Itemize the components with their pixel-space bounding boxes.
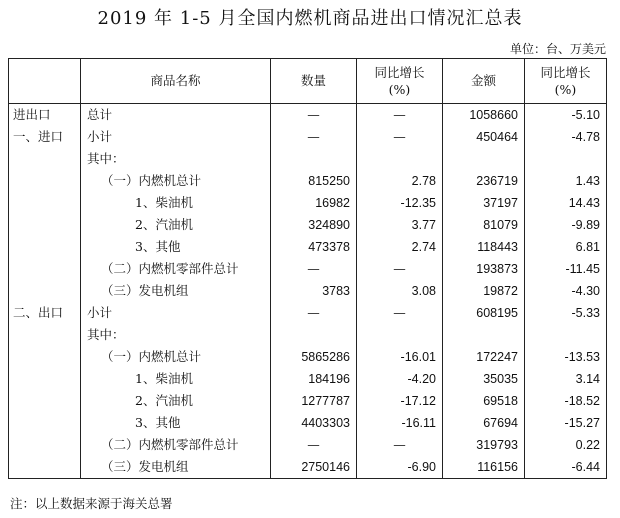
row-qty: —	[271, 104, 357, 127]
row-amount: 608195	[443, 302, 525, 324]
engine-trade-table	[8, 58, 607, 479]
row-qty: —	[271, 126, 357, 148]
table-row	[9, 104, 607, 127]
row-qty-yoy: -17.12	[357, 390, 443, 412]
row-category: 一、进口	[9, 126, 81, 148]
header-category	[9, 59, 81, 104]
row-name: （二）内燃机零部件总计	[81, 258, 271, 280]
row-name: 其中：	[81, 324, 271, 346]
row-amt-yoy: -13.53	[525, 346, 607, 368]
row-qty: 815250	[271, 170, 357, 192]
row-name: 1、柴油机	[81, 192, 271, 214]
row-category	[9, 214, 81, 236]
row-amt-yoy: -5.33	[525, 302, 607, 324]
row-category	[9, 236, 81, 258]
row-amt-yoy: -11.45	[525, 258, 607, 280]
row-qty-yoy: -4.20	[357, 368, 443, 390]
row-amt-yoy: 6.81	[525, 236, 607, 258]
row-category	[9, 346, 81, 368]
row-amount: 69518	[443, 390, 525, 412]
row-amount: 236719	[443, 170, 525, 192]
source-note: 注：以上数据来源于海关总署	[10, 496, 173, 511]
row-category	[9, 280, 81, 302]
row-category	[9, 434, 81, 456]
header-qty-yoy-line1: 同比增长	[374, 65, 425, 80]
row-amt-yoy: 1.43	[525, 170, 607, 192]
row-qty: 3783	[271, 280, 357, 302]
row-qty-yoy: —	[357, 104, 443, 127]
table-row	[9, 368, 607, 390]
table-row	[9, 236, 607, 258]
row-qty-yoy	[357, 148, 443, 170]
table-row	[9, 126, 607, 148]
row-amt-yoy: -6.44	[525, 456, 607, 479]
table-row	[9, 434, 607, 456]
row-qty: 5865286	[271, 346, 357, 368]
row-qty-yoy: 3.08	[357, 280, 443, 302]
row-amount: 35035	[443, 368, 525, 390]
row-name: （三）发电机组	[81, 280, 271, 302]
header-amt-yoy-line1: 同比增长	[540, 65, 591, 80]
row-amount: 116156	[443, 456, 525, 479]
row-category: 二、出口	[9, 302, 81, 324]
row-category	[9, 390, 81, 412]
row-qty-yoy: -12.35	[357, 192, 443, 214]
row-qty	[271, 148, 357, 170]
row-category: 进出口	[9, 104, 81, 127]
row-name: 1、柴油机	[81, 368, 271, 390]
table-row	[9, 412, 607, 434]
row-amt-yoy: 3.14	[525, 368, 607, 390]
row-name: 2、汽油机	[81, 214, 271, 236]
row-amount	[443, 148, 525, 170]
row-category	[9, 192, 81, 214]
row-qty-yoy: 3.77	[357, 214, 443, 236]
table-row	[9, 390, 607, 412]
page-title: 2019 年 1-5 月全国内燃机商品进出口情况汇总表	[97, 8, 523, 29]
row-amount: 67694	[443, 412, 525, 434]
header-qty: 数量	[271, 59, 357, 104]
row-qty-yoy: —	[357, 126, 443, 148]
table-row	[9, 170, 607, 192]
table-row	[9, 148, 607, 170]
row-qty: 4403303	[271, 412, 357, 434]
row-name: （三）发电机组	[81, 456, 271, 479]
row-amt-yoy: 0.22	[525, 434, 607, 456]
row-qty: 1277787	[271, 390, 357, 412]
row-qty-yoy: -6.90	[357, 456, 443, 479]
row-category	[9, 148, 81, 170]
row-amt-yoy: -18.52	[525, 390, 607, 412]
row-qty: 473378	[271, 236, 357, 258]
row-qty: 16982	[271, 192, 357, 214]
row-qty-yoy: 2.78	[357, 170, 443, 192]
row-qty-yoy: 2.74	[357, 236, 443, 258]
row-name: 小计	[81, 126, 271, 148]
table-body	[9, 104, 607, 479]
row-amt-yoy: -15.27	[525, 412, 607, 434]
row-amount: 81079	[443, 214, 525, 236]
row-name: （二）内燃机零部件总计	[81, 434, 271, 456]
row-qty: 2750146	[271, 456, 357, 479]
row-amt-yoy: -9.89	[525, 214, 607, 236]
row-qty-yoy: —	[357, 434, 443, 456]
header-name: 商品名称	[81, 59, 271, 104]
table-row	[9, 280, 607, 302]
table-row	[9, 214, 607, 236]
table-row	[9, 324, 607, 346]
header-qty-yoy-line2: (%)	[388, 82, 411, 97]
row-qty: —	[271, 302, 357, 324]
row-name: 3、其他	[81, 412, 271, 434]
row-amount: 450464	[443, 126, 525, 148]
row-category	[9, 368, 81, 390]
row-amount: 172247	[443, 346, 525, 368]
row-amt-yoy	[525, 324, 607, 346]
row-qty-yoy: —	[357, 302, 443, 324]
row-amount	[443, 324, 525, 346]
row-category	[9, 258, 81, 280]
header-qty-yoy	[357, 59, 443, 104]
row-amount: 1058660	[443, 104, 525, 127]
row-qty: —	[271, 258, 357, 280]
row-amount: 19872	[443, 280, 525, 302]
row-amount: 118443	[443, 236, 525, 258]
row-amount: 193873	[443, 258, 525, 280]
row-qty	[271, 324, 357, 346]
row-name: （一）内燃机总计	[81, 170, 271, 192]
row-category	[9, 324, 81, 346]
table-row	[9, 258, 607, 280]
row-amt-yoy: 14.43	[525, 192, 607, 214]
row-amt-yoy: -4.30	[525, 280, 607, 302]
row-name: 其中：	[81, 148, 271, 170]
header-amt-yoy	[525, 59, 607, 104]
unit-label: 单位：台、万美元	[509, 42, 606, 56]
row-category	[9, 170, 81, 192]
row-amt-yoy: -4.78	[525, 126, 607, 148]
row-qty-yoy: -16.11	[357, 412, 443, 434]
row-amt-yoy	[525, 148, 607, 170]
table-header-row	[9, 59, 607, 104]
row-amount: 37197	[443, 192, 525, 214]
header-amt-yoy-line2: (%)	[554, 82, 577, 97]
row-category	[9, 412, 81, 434]
row-amt-yoy: -5.10	[525, 104, 607, 127]
row-qty: 184196	[271, 368, 357, 390]
row-name: （一）内燃机总计	[81, 346, 271, 368]
table-row	[9, 192, 607, 214]
row-qty-yoy: —	[357, 258, 443, 280]
row-name: 小计	[81, 302, 271, 324]
row-name: 2、汽油机	[81, 390, 271, 412]
row-name: 3、其他	[81, 236, 271, 258]
table-row	[9, 302, 607, 324]
row-qty: 324890	[271, 214, 357, 236]
row-category	[9, 456, 81, 479]
header-amount: 金额	[443, 59, 525, 104]
row-amount: 319793	[443, 434, 525, 456]
table-row	[9, 346, 607, 368]
row-qty: —	[271, 434, 357, 456]
row-qty-yoy: -16.01	[357, 346, 443, 368]
row-name: 总计	[81, 104, 271, 127]
row-qty-yoy	[357, 324, 443, 346]
table-row	[9, 456, 607, 479]
